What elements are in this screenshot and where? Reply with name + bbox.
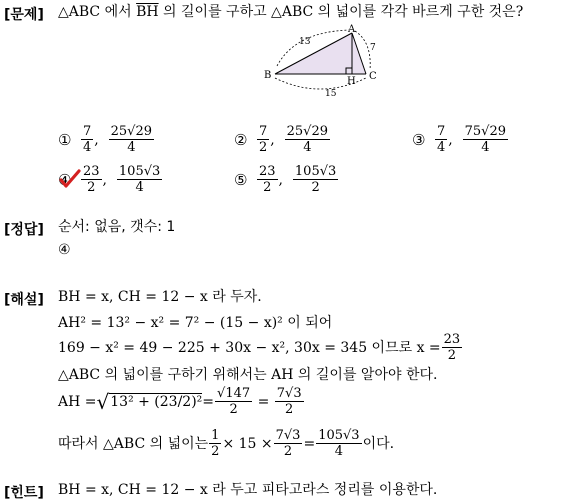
explanation-line-5: AH = √ 13² + (23/2)² = $\frac{√147}{2}$ = $\frac{7√3}{2}$ bbox=[58, 386, 302, 417]
explanation-line-2: AH² = 13² − x² = 7² − (15 − x)² 이 되어 bbox=[58, 315, 333, 331]
choice-1[interactable]: ① $\frac{7}{4}$ , $\frac{25√29}{4}$ bbox=[58, 124, 153, 155]
side-ac-label: 7 bbox=[370, 43, 376, 53]
triangle-figure bbox=[255, 22, 395, 100]
vertex-b: B bbox=[264, 70, 272, 81]
problem-label: [문제] bbox=[4, 7, 44, 23]
choice-4[interactable]: ④ $\frac{23}{2}$ , $\frac{105√3}{4}$ bbox=[58, 164, 161, 195]
explanation-line-3: 169 − x² = 49 − 225 + 30x − x², 30x = 345 이므로 x = $\frac{23}{2}$ bbox=[58, 332, 461, 363]
explanation-line-4: △ABC 의 넓이를 구하기 위해서는 AH 의 길이를 알아야 한다. bbox=[58, 367, 438, 383]
vertex-h: H bbox=[347, 76, 356, 87]
problem-text: △ABC 에서 $\overline{BH}$ 의 길이를 구하고 △ABC 의 넓이를 각각 바르게 구한 것은? bbox=[58, 4, 524, 20]
hint-label: [힌트] bbox=[4, 485, 44, 501]
side-bc-label: 15 bbox=[325, 89, 337, 99]
answer-value: ④ bbox=[58, 242, 71, 258]
answer-label: [정답] bbox=[4, 222, 44, 238]
checkmark-icon bbox=[58, 168, 82, 190]
hint-text: BH = x, CH = 12 − x 라 두고 피타고라스 정리를 이용한다. bbox=[58, 482, 438, 498]
answer-order-count: 순서: 없음, 갯수: 1 bbox=[58, 219, 176, 235]
explanation-label: [해설] bbox=[4, 292, 44, 308]
choice-2[interactable]: ② $\frac{7}{2}$ , $\frac{25√29}{4}$ bbox=[234, 124, 329, 155]
explanation-line-6: 따라서 △ABC 의 넓이는 $\frac{1}{2}$ × 15 × $\frac{7√3}{2}$ = $\frac{105√3}{4}$ 이다. bbox=[58, 428, 395, 459]
vertex-a: A bbox=[348, 24, 356, 35]
choice-3[interactable]: ③ $\frac{7}{4}$ , $\frac{75√29}{4}$ bbox=[412, 124, 507, 155]
vertex-c: C bbox=[369, 71, 377, 82]
choice-5[interactable]: ⑤ $\frac{23}{2}$ , $\frac{105√3}{2}$ bbox=[234, 164, 337, 195]
side-ab-label: 13 bbox=[299, 37, 311, 47]
explanation-line-1: BH = x, CH = 12 − x 라 두자. bbox=[58, 289, 262, 305]
